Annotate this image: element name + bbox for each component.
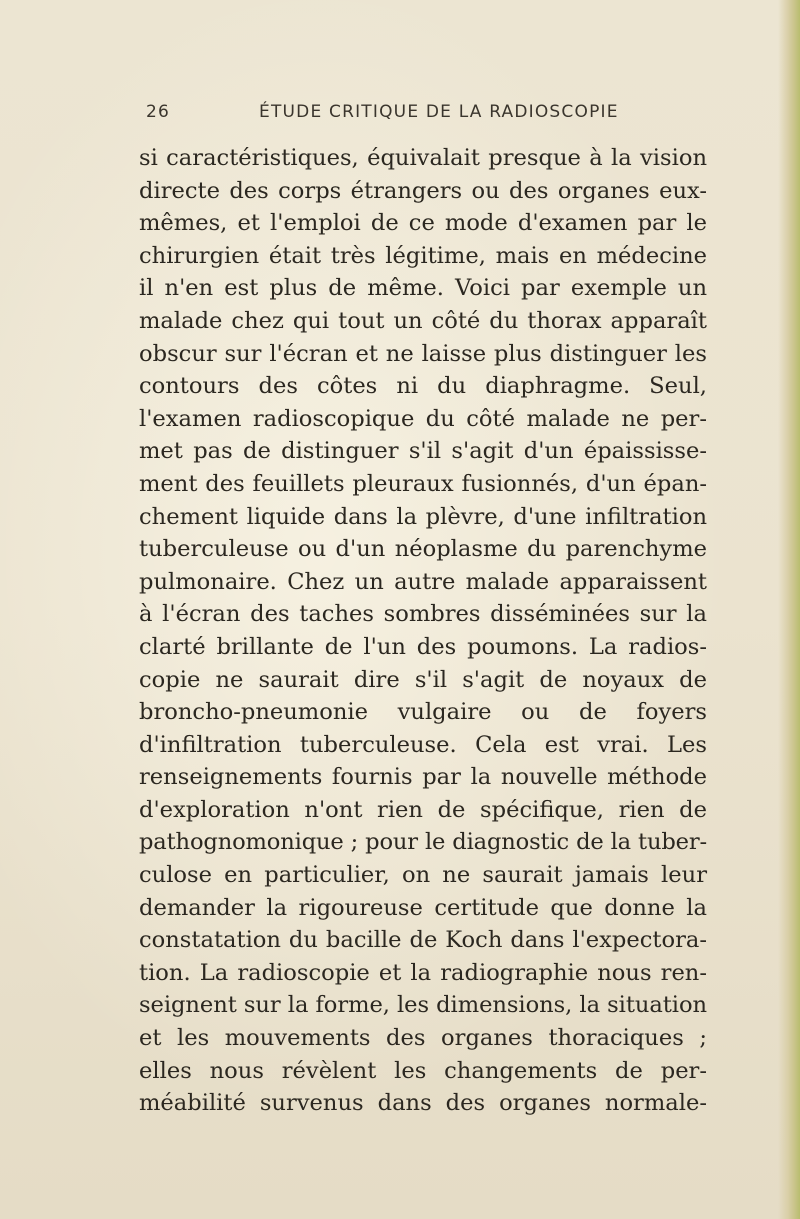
text-line: et les mouvements des organes thoraciques ; — [139, 1025, 707, 1052]
text-line: renseignements fournis par la nouvelle méthode — [139, 764, 707, 791]
text-line: mêmes, et l'emploi de ce mode d'examen par le — [139, 210, 707, 237]
text-line: malade chez qui tout un côté du thorax apparaît — [139, 307, 707, 334]
text-line: chirurgien était très légitime, mais en médecine — [139, 242, 707, 269]
text-line: si caractéristiques, équivalait presque à la vision — [139, 145, 707, 171]
text-line: contours des côtes ni du diaphragme. Seul, — [139, 373, 707, 400]
text-line: obscur sur l'écran et ne laisse plus distinguer les — [139, 340, 707, 367]
text-line: culose en particulier, on ne saurait jamais leur — [139, 862, 707, 889]
text-line: méabilité survenus dans des organes normale- — [139, 1090, 707, 1117]
text-line: tion. La radioscopie et la radiographie nous ren- — [139, 959, 707, 986]
text-line: tuberculeuse ou d'un néoplasme du parenchyme — [139, 536, 707, 563]
text-line: chement liquide dans la plèvre, d'une infiltration — [139, 503, 707, 530]
page-edge-shadow — [778, 0, 800, 1219]
text-line: d'exploration n'ont rien de spécifique, rien de — [139, 796, 707, 823]
body-paragraph — [139, 142, 707, 1120]
text-line: pulmonaire. Chez un autre malade apparaissent — [139, 568, 707, 595]
text-line: demander la rigoureuse certitude que donne la — [139, 894, 707, 921]
text-line: l'examen radioscopique du côté malade ne per- — [139, 405, 707, 432]
text-line: pathognomonique ; pour le diagnostic de la tuber- — [139, 829, 707, 856]
text-line: elles nous révèlent les changements de per- — [139, 1057, 707, 1084]
running-title: ÉTUDE CRITIQUE DE LA RADIOSCOPIE — [259, 102, 619, 122]
text-line: d'infiltration tuberculeuse. Cela est vrai. Les — [139, 731, 707, 758]
text-line: seignent sur la forme, les dimensions, la situation — [139, 992, 707, 1019]
text-line: copie ne saurait dire s'il s'agit de noyaux de — [139, 666, 707, 693]
text-line: ment des feuillets pleuraux fusionnés, d'un épan- — [139, 470, 707, 497]
page-number: 26 — [146, 102, 171, 122]
text-line: à l'écran des taches sombres disséminées sur la — [139, 601, 707, 628]
text-line: clarté brillante de l'un des poumons. La radios- — [139, 633, 707, 660]
text-line: il n'en est plus de même. Voici par exemple un — [139, 275, 707, 302]
text-line: met pas de distinguer s'il s'agit d'un épaississe- — [139, 438, 707, 465]
text-line: broncho-pneumonie vulgaire ou de foyers — [139, 699, 707, 726]
text-line: directe des corps étrangers ou des organes eux- — [139, 177, 707, 204]
running-head — [146, 102, 706, 126]
text-line: constatation du bacille de Koch dans l'expectora- — [139, 927, 707, 954]
